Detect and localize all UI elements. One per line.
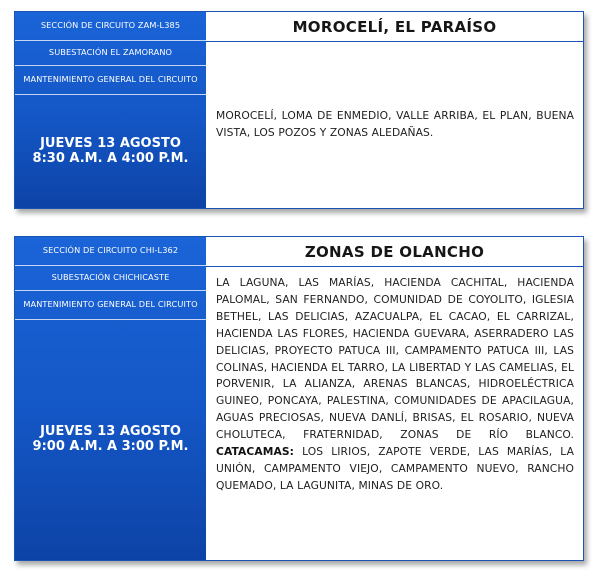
affected-areas-text (206, 267, 583, 495)
work-type-label: MANTENIMIENTO GENERAL DEL CIRCUITO (15, 66, 206, 95)
substation-label: SUBESTACIÓN CHICHICASTE (15, 266, 206, 291)
schedule-time: 8:30 A.M. A 4:00 P.M. (32, 150, 189, 166)
circuit-section-label: SECCIÓN DE CIRCUITO ZAM-L385 (15, 12, 206, 41)
card-info-panel (15, 237, 206, 560)
schedule-date: JUEVES 13 AGOSTO (40, 424, 181, 440)
card-content-panel (206, 12, 583, 208)
area-title: MOROCELÍ, EL PARAÍSO (206, 12, 583, 42)
schedule-block (15, 95, 206, 208)
schedule-date: JUEVES 13 AGOSTO (40, 135, 181, 151)
affected-areas-list: LA LAGUNA, LAS MARÍAS, HACIENDA CACHITAL, HACIENDA PALOMAL, SAN FERNANDO, COMUNIDAD DE COYOLITO, IGLESIA BETHEL, LAS DELICIAS, AZACUALPA, EL CACAO, EL CARRIZAL, HACIENDA LAS FLORES, HACIENDA GUEVARA, ASERRADERO LAS DELICIAS, PROYECTO PATUCA III, CAMPAMENTO PATUCA III, LAS COLINAS, HACIENDA EL TARRO, LA LIBERTAD Y LAS CAMELIAS, EL PORVENIR, LA ALIANZA, ARENAS BLANCAS, HIDROELÉCTRICA GUINEO, PONCAYA, PALESTINA, COMUNIDADES DE APACILAGUA, AGUAS PRECIOSAS, NUEVA DANLÍ, BRISAS, EL ROSARIO, NUEVA CHOLUTECA, FRATERNIDAD, ZONAS DE RÍO BLANCO. (216, 276, 574, 442)
card-content-panel (206, 237, 583, 560)
outage-card-moroceli (14, 11, 584, 209)
catacamas-areas-list: LOS LIRIOS, ZAPOTE VERDE, LAS MARÍAS, LA UNIÓN, CAMPAMENTO VIEJO, CAMPAMENTO NUEVO, RANCHO QUEMADO, LA LAGUNITA, MINAS DE ORO. (216, 445, 575, 492)
catacamas-label: CATACAMAS: (216, 445, 295, 459)
circuit-section-label: SECCIÓN DE CIRCUITO CHI-L362 (15, 237, 206, 266)
affected-areas-text (206, 41, 583, 208)
schedule-time: 9:00 A.M. A 3:00 P.M. (32, 439, 189, 454)
card-info-panel (15, 12, 206, 208)
schedule-block (15, 320, 206, 560)
area-title: ZONAS DE OLANCHO (206, 237, 583, 267)
outage-card-olancho (14, 236, 584, 561)
affected-areas-list: MOROCELÍ, LOMA DE ENMEDIO, VALLE ARRIBA, EL PLAN, BUENA VISTA, LOS POZOS Y ZONAS ALEDAÑAS. (216, 108, 574, 139)
substation-label: SUBESTACIÓN EL ZAMORANO (15, 41, 206, 66)
work-type-label: MANTENIMIENTO GENERAL DEL CIRCUITO (15, 291, 206, 320)
